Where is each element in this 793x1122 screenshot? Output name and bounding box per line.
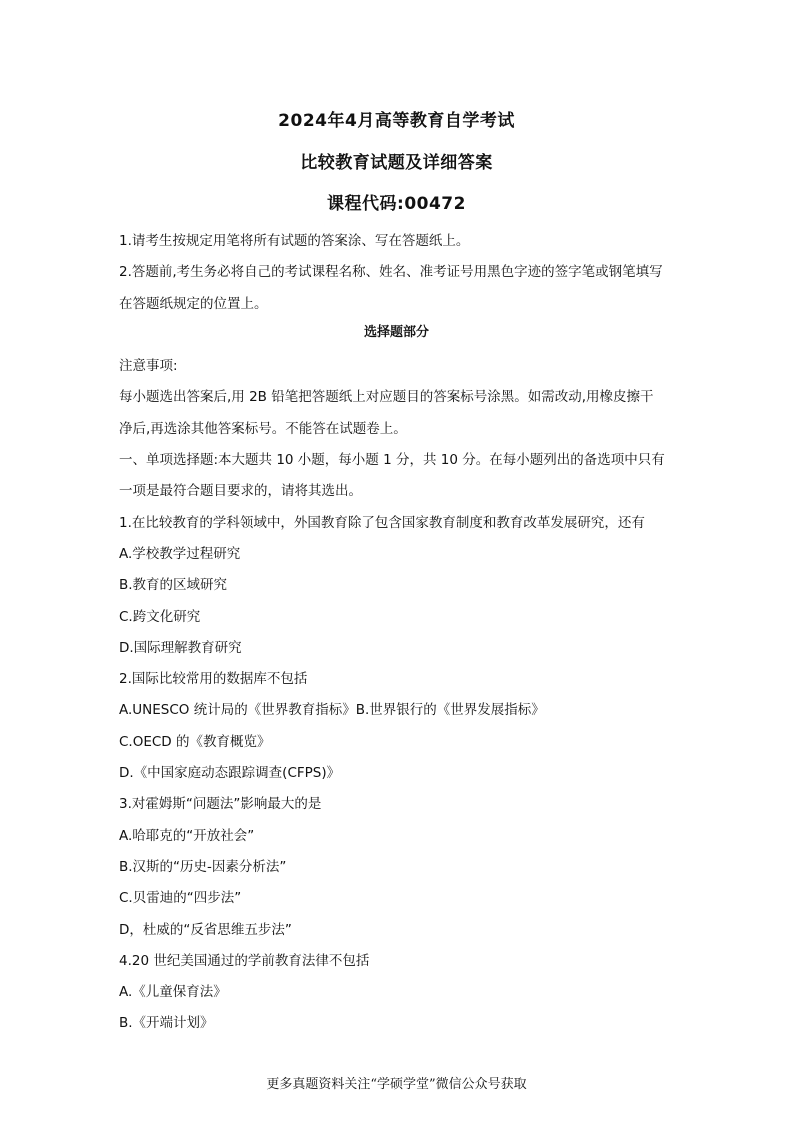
question-option: D.《中国家庭动态跟踪调查(CFPS)》	[119, 765, 341, 782]
question-stem: 1.在比较教育的学科领域中，外国教育除了包含国家教育制度和教育改革发展研究，还有	[119, 514, 645, 531]
question-stem: 4.20 世纪美国通过的学前教育法律不包括	[119, 952, 370, 969]
question-option: C.贝雷迪的“四步法”	[119, 890, 242, 907]
question-option: A.《儿童保育法》	[119, 984, 227, 1001]
question-stem: 3.对霍姆斯“问题法”影响最大的是	[119, 796, 322, 813]
notes-line: 一、单项选择题:本大题共 10 小题，每小题 1 分，共 10 分。在每小题列出的备选项中只有	[119, 452, 665, 469]
question-option: B.教育的区域研究	[119, 577, 228, 594]
instruction-line: 2.答题前,考生务必将自己的考试课程名称、姓名、准考证号用黑色字迹的签字笔或钢笔填写	[119, 264, 663, 281]
question-stem: 2.国际比较常用的数据库不包括	[119, 671, 308, 688]
question-option: B.汉斯的“历史-因素分析法”	[119, 858, 287, 875]
exam-subtitle: 比较教育试题及详细答案	[300, 153, 493, 173]
instruction-line: 1.请考生按规定用笔将所有试题的答案涂、写在答题纸上。	[119, 233, 470, 249]
course-code: 课程代码:00472	[327, 194, 466, 214]
document-body	[119, 226, 679, 1040]
question-option: A.UNESCO 统计局的《世界教育指标》B.世界银行的《世界发展指标》	[119, 702, 545, 719]
question-option: A.学校教学过程研究	[119, 545, 241, 562]
notes-line: 净后,再选涂其他答案标号。不能答在试题卷上。	[119, 420, 407, 437]
exam-title: 2024年4月高等教育自学考试	[278, 111, 515, 131]
question-option: D.国际理解教育研究	[119, 639, 242, 656]
question-option: C.跨文化研究	[119, 608, 201, 625]
instruction-line: 在答题纸规定的位置上。	[119, 295, 268, 312]
notes-line: 注意事项:	[119, 358, 178, 375]
notes-line: 一项是最符合题目要求的，请将其选出。	[119, 483, 362, 500]
question-option: D，杜威的“反省思维五步法”	[119, 921, 292, 938]
question-option: B.《开端计划》	[119, 1015, 214, 1032]
question-option: C.OECD 的《教育概览》	[119, 733, 271, 750]
notes-line: 每小题选出答案后,用 2B 铅笔把答题纸上对应题目的答案标号涂黑。如需改动,用橡皮擦干	[119, 389, 654, 406]
footer-note: 更多真题资料关注“学硕学堂”微信公众号获取	[266, 1077, 527, 1092]
section-heading: 选择题部分	[363, 325, 429, 340]
question-option: A.哈耶克的“开放社会”	[119, 827, 255, 844]
